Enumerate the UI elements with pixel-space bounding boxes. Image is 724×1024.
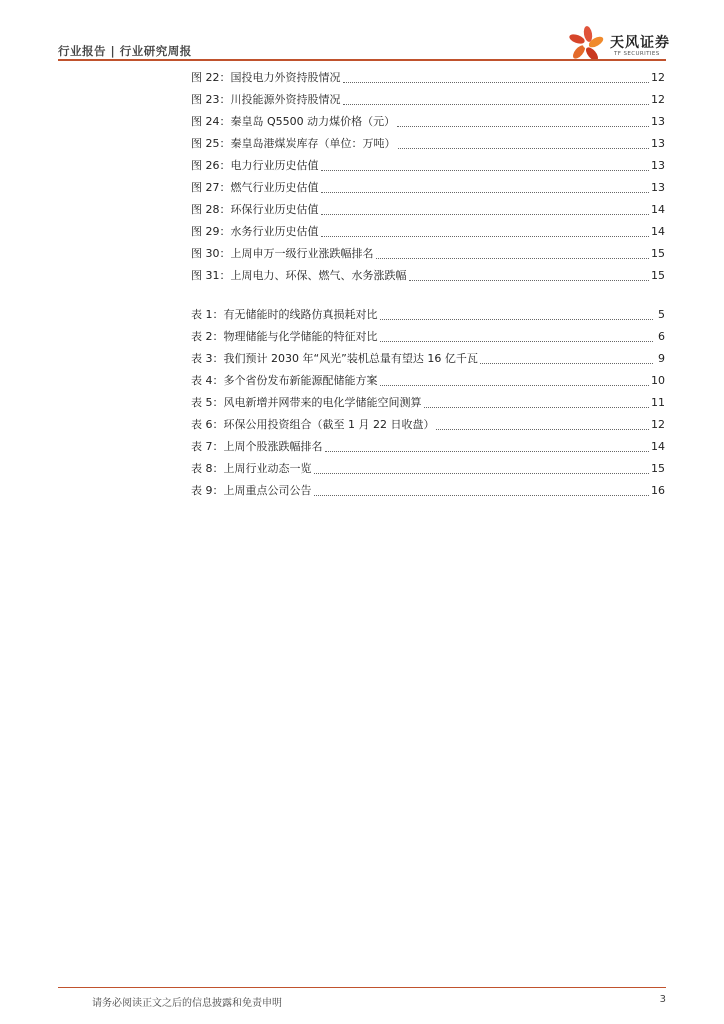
logo-english-name: TF SECURITIES xyxy=(614,51,660,57)
figure-entry[interactable] xyxy=(191,89,665,111)
table-entry-page: 10 xyxy=(651,374,665,387)
figure-entry-page: 12 xyxy=(651,93,665,106)
dot-leader xyxy=(376,257,650,259)
figure-entry-label: 图 28：环保行业历史估值 xyxy=(191,203,319,216)
table-entry[interactable] xyxy=(191,392,665,414)
figure-entry[interactable] xyxy=(191,155,665,177)
dot-leader xyxy=(321,213,650,215)
figure-entry[interactable] xyxy=(191,111,665,133)
table-entry-label: 表 7：上周个股涨跌幅排名 xyxy=(191,440,323,453)
table-entry-label: 表 3：我们预计 2030 年“风光”装机总量有望达 16 亿千瓦 xyxy=(191,352,478,365)
dot-leader xyxy=(424,406,650,408)
table-entry-page: 16 xyxy=(651,484,665,497)
figure-entry[interactable] xyxy=(191,243,665,265)
table-entry-page: 15 xyxy=(651,462,665,475)
figure-entry-page: 14 xyxy=(651,225,665,238)
dot-leader xyxy=(314,494,650,496)
figure-entry-page: 13 xyxy=(651,181,665,194)
figure-entry-page: 15 xyxy=(651,269,665,282)
figure-entry[interactable] xyxy=(191,67,665,89)
dot-leader xyxy=(397,125,649,127)
figure-entry[interactable] xyxy=(191,221,665,243)
report-type-title: 行业报告 | 行业研究周报 xyxy=(58,44,192,58)
table-entry-page: 14 xyxy=(651,440,665,453)
table-entry[interactable] xyxy=(191,458,665,480)
footer-divider xyxy=(58,987,666,988)
table-of-contents xyxy=(191,67,665,502)
section-spacer xyxy=(191,287,665,304)
table-list xyxy=(191,304,665,502)
table-entry[interactable] xyxy=(191,348,665,370)
table-entry-page: 12 xyxy=(651,418,665,431)
figure-entry[interactable] xyxy=(191,265,665,287)
dot-leader xyxy=(436,428,649,430)
dot-leader xyxy=(321,169,650,171)
figure-entry-page: 13 xyxy=(651,137,665,150)
table-entry-label: 表 9：上周重点公司公告 xyxy=(191,484,312,497)
dot-leader xyxy=(409,279,650,281)
dot-leader xyxy=(343,103,650,105)
dot-leader xyxy=(380,318,654,320)
table-entry-label: 表 1：有无储能时的线路仿真损耗对比 xyxy=(191,308,378,321)
table-entry-label: 表 8：上周行业动态一览 xyxy=(191,462,312,475)
figure-entry-label: 图 24：秦皇岛 Q5500 动力煤价格（元） xyxy=(191,115,396,128)
figure-entry-label: 图 25：秦皇岛港煤炭库存（单位：万吨） xyxy=(191,137,396,150)
figure-entry[interactable] xyxy=(191,133,665,155)
figure-entry-label: 图 26：电力行业历史估值 xyxy=(191,159,319,172)
table-entry[interactable] xyxy=(191,436,665,458)
table-entry-page: 6 xyxy=(658,330,665,343)
dot-leader xyxy=(398,147,650,149)
table-entry-label: 表 5：风电新增并网带来的电化学储能空间测算 xyxy=(191,396,422,409)
table-entry-label: 表 4：多个省份发布新能源配储能方案 xyxy=(191,374,378,387)
figure-entry[interactable] xyxy=(191,177,665,199)
figure-entry-label: 图 23：川投能源外资持股情况 xyxy=(191,93,341,106)
figure-entry-label: 图 29：水务行业历史估值 xyxy=(191,225,319,238)
figure-entry-label: 图 31：上周电力、环保、燃气、水务涨跌幅 xyxy=(191,269,407,282)
figure-entry-label: 图 27：燃气行业历史估值 xyxy=(191,181,319,194)
figure-entry-label: 图 22：国投电力外资持股情况 xyxy=(191,71,341,84)
dot-leader xyxy=(321,235,650,237)
dot-leader xyxy=(321,191,650,193)
dot-leader xyxy=(325,450,650,452)
table-entry-label: 表 6：环保公用投资组合（截至 1 月 22 日收盘） xyxy=(191,418,435,431)
page-number: 3 xyxy=(659,994,666,1005)
table-entry-page: 11 xyxy=(651,396,665,409)
figure-entry-page: 14 xyxy=(651,203,665,216)
header-divider xyxy=(58,59,666,61)
dot-leader xyxy=(343,81,650,83)
table-entry[interactable] xyxy=(191,326,665,348)
dot-leader xyxy=(380,340,654,342)
table-entry-page: 9 xyxy=(658,352,665,365)
footer-disclaimer: 请务必阅读正文之后的信息披露和免责申明 xyxy=(92,998,282,1009)
table-entry[interactable] xyxy=(191,480,665,502)
table-entry-label: 表 2：物理储能与化学储能的特征对比 xyxy=(191,330,378,343)
dot-leader xyxy=(380,384,650,386)
dot-leader xyxy=(480,362,653,364)
figure-entry-page: 12 xyxy=(651,71,665,84)
page-header xyxy=(58,35,670,70)
logo-chinese-name: 天风证券 xyxy=(610,35,670,51)
table-entry[interactable] xyxy=(191,414,665,436)
figure-entry-page: 13 xyxy=(651,115,665,128)
figure-entry-label: 图 30：上周申万一级行业涨跌幅排名 xyxy=(191,247,374,260)
figure-entry-page: 13 xyxy=(651,159,665,172)
dot-leader xyxy=(314,472,650,474)
table-entry-page: 5 xyxy=(658,308,665,321)
table-entry[interactable] xyxy=(191,304,665,326)
figure-entry-page: 15 xyxy=(651,247,665,260)
figure-list xyxy=(191,67,665,287)
table-entry[interactable] xyxy=(191,370,665,392)
figure-entry[interactable] xyxy=(191,199,665,221)
